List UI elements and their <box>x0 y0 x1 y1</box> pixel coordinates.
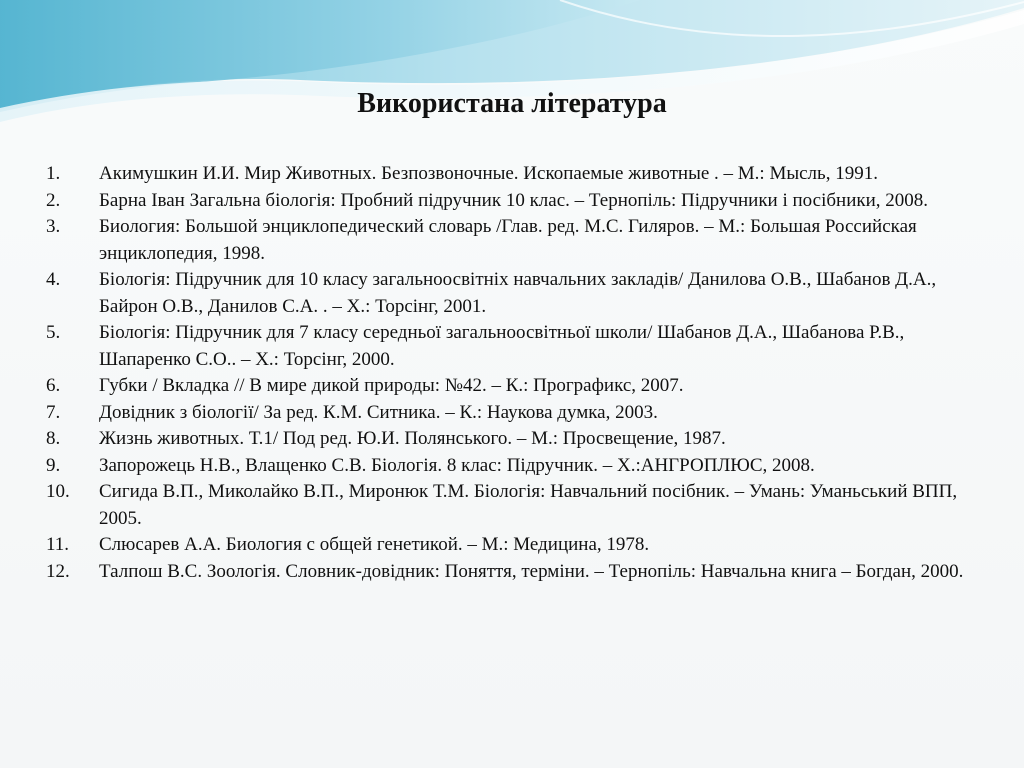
list-item <box>46 320 986 373</box>
list-item-text: Жизнь животных. Т.1/ Под ред. Ю.И. Полянського. – М.: Просвещение, 1987. <box>99 428 726 449</box>
list-item <box>46 400 986 427</box>
list-item-text: Акимушкин И.И. Мир Животных. Безпозвоночные. Ископаемые животные . – М.: Мысль, 1991. <box>99 163 878 184</box>
list-item-text: Біологія: Підручник для 10 класу загальноосвітніх навчальних закладів/ Данилова О.В., Шабанов Д.А., Байрон О.В., Данилов С.А. . – Х.: Торсінг, 2001. <box>99 269 937 317</box>
list-item-number: 7. <box>46 401 61 423</box>
list-item-text: Сигида В.П., Миколайко В.П., Миронюк Т.М. Біологія: Навчальний посібник. – Умань: Уманьський ВПП, 2005. <box>99 481 958 529</box>
list-item-number: 3. <box>46 216 61 237</box>
reference-list <box>46 161 986 585</box>
list-item-number: 8. <box>46 428 61 449</box>
list-item-text: Слюсарев А.А. Биология с общей генетикой. – М.: Медицина, 1978. <box>99 534 650 555</box>
list-item <box>46 532 986 559</box>
list-item-number: 9. <box>46 454 61 476</box>
list-item-number: 1. <box>46 163 61 184</box>
list-item-text: Довідник з біології/ За ред. К.М. Ситника. – К.: Наукова думка, 2003. <box>99 401 658 423</box>
list-item <box>46 373 986 400</box>
list-item <box>46 453 986 480</box>
list-item-number: 5. <box>46 322 61 343</box>
list-item-text: Біологія: Підручник для 7 класу середньої загальноосвітньої школи/ Шабанов Д.А., Шабанова Р.В., Шапаренко С.О.. – Х.: Торсінг, 2000. <box>99 322 905 370</box>
list-item-number: 12. <box>46 560 70 582</box>
list-item-number: 6. <box>46 375 61 396</box>
list-item-text: Талпош В.С. Зоологія. Словник-довідник: Поняття, терміни. – Тернопіль: Навчальна книга – Богдан, 2000. <box>99 560 964 582</box>
list-item-text: Биология: Большой энциклопедический словарь /Глав. ред. М.С. Гиляров. – М.: Большая Российская энциклопедия, 1998. <box>99 216 917 264</box>
list-item-number: 4. <box>46 269 61 290</box>
list-item <box>46 188 986 215</box>
list-item <box>46 267 986 320</box>
list-item-text: Губки / Вкладка // В мире дикой природы: №42. – К.: Прографикс, 2007. <box>99 375 684 396</box>
list-item <box>46 214 986 267</box>
slide-title: Використана література <box>357 88 667 119</box>
list-item <box>46 161 986 188</box>
list-item <box>46 426 986 453</box>
list-item <box>46 559 986 586</box>
list-item-text: Запорожець Н.В., Влащенко С.В. Біологія. 8 клас: Підручник. – Х.:АНГРОПЛЮС, 2008. <box>99 454 815 476</box>
list-item-text: Барна Іван Загальна біологія: Пробний підручник 10 клас. – Тернопіль: Підручники і посібники, 2008. <box>99 189 929 211</box>
list-item <box>46 479 986 532</box>
list-item-number: 11. <box>46 534 70 555</box>
list-item-number: 10. <box>46 481 70 502</box>
list-item-number: 2. <box>46 189 61 211</box>
